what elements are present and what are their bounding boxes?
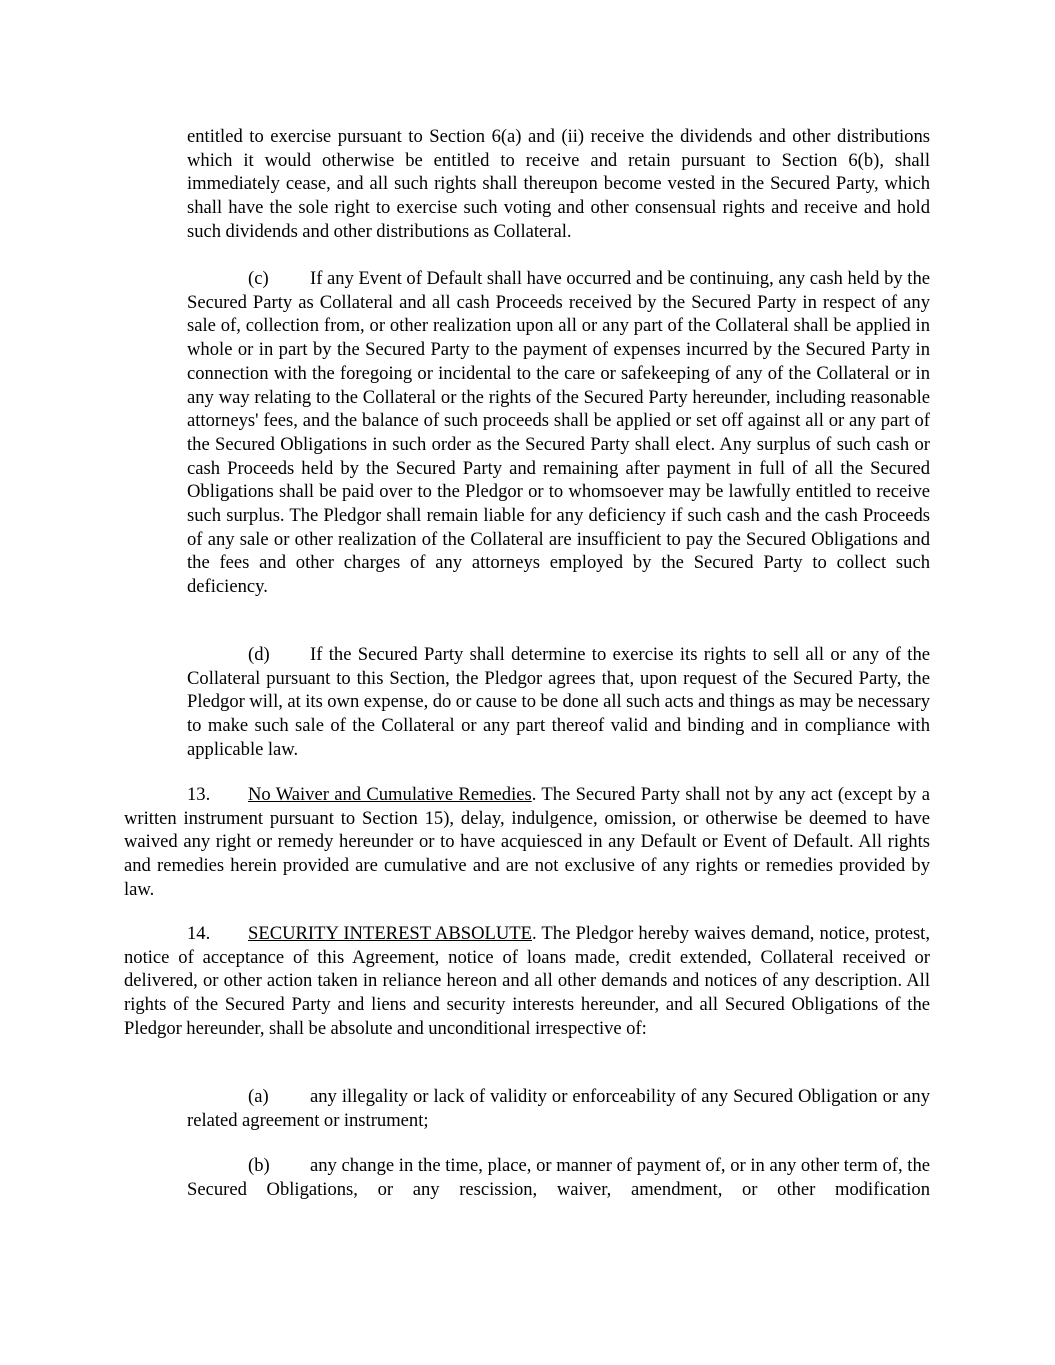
section-13-number: 13. xyxy=(187,784,211,805)
section-14-item-a xyxy=(187,1085,930,1132)
paragraph-c-label: (c) xyxy=(248,268,269,289)
section-14-item-a-label: (a) xyxy=(248,1086,269,1107)
section-14-item-b xyxy=(187,1154,930,1201)
section-13-text: . The Secured Party shall not by any act (except by a written instrument pursuant to Section 15), delay, indulgence, omission, or otherwise be deemed to have waived any right or remedy hereunder or to have acquiesced in any Default or Event of Default. All rights and remedies herein provided are cumulative and are not exclusive of any rights or remedies provided by law. xyxy=(124,784,930,900)
paragraph-d-label: (d) xyxy=(248,644,270,665)
paragraph-d xyxy=(187,643,930,762)
section-14-item-a-text: any illegality or lack of validity or enforceability of any Secured Obligation or any related agreement or instrument; xyxy=(187,1086,930,1131)
section-14-heading: SECURITY INTEREST ABSOLUTE xyxy=(248,923,532,944)
section-13 xyxy=(124,783,930,902)
section-14 xyxy=(124,922,930,1041)
section-13-heading: No Waiver and Cumulative Remedies xyxy=(248,784,532,805)
paragraph-c-text: If any Event of Default shall have occurred and be continuing, any cash held by the Secured Party as Collateral and all cash Proceeds received by the Secured Party in respect of any sale of, collection from, or other realization upon all or any part of the Collateral shall be applied in whole or in part by the Secured Party to the payment of expenses incurred by the Secured Party in connection with the foregoing or incidental to the care or safekeeping of any of the Collateral or in any way relating to the Collateral or the rights of the Secured Party hereunder, including reasonable attorneys' fees, and the balance of such proceeds shall be applied or set off against all or any part of the Secured Obligations in such order as the Secured Party shall elect. Any surplus of such cash or cash Proceeds held by the Secured Party and remaining after payment in full of all the Secured Obligations shall be paid over to the Pledgor or to whomsoever may be lawfully entitled to receive such surplus. The Pledgor shall remain liable for any deficiency if such cash and the cash Proceeds of any sale or other realization of the Collateral are insufficient to pay the Secured Obligations and the fees and other charges of any attorneys employed by the Secured Party to collect such deficiency. xyxy=(187,268,930,598)
section-14-item-b-text: any change in the time, place, or manner of payment of, or in any other term of, the Secured Obligations, or any rescission, waiver, amendment, or other modification xyxy=(187,1155,930,1200)
paragraph-c xyxy=(187,267,930,599)
paragraph-continuation: entitled to exercise pursuant to Section 6(a) and (ii) receive the dividends and other distributions which it would otherwise be entitled to receive and retain pursuant to Section 6(b), shall immediately cease, and all such rights shall thereupon become vested in the Secured Party, which shall have the sole right to exercise such voting and other consensual rights and receive and hold such dividends and other distributions as Collateral. xyxy=(187,126,930,242)
section-14-item-b-label: (b) xyxy=(248,1155,270,1176)
section-14-text: . The Pledgor hereby waives demand, notice, protest, notice of acceptance of this Agreement, notice of loans made, credit extended, Collateral received or delivered, or other action taken in reliance hereon and all other demands and notices of any description. All rights of the Secured Party and liens and security interests hereunder, and all Secured Obligations of the Pledgor hereunder, shall be absolute and unconditional irrespective of: xyxy=(124,923,930,1039)
section-14-number: 14. xyxy=(187,923,211,944)
paragraph-d-text: If the Secured Party shall determine to exercise its rights to sell all or any of the Collateral pursuant to this Section, the Pledgor agrees that, upon request of the Secured Party, the Pledgor will, at its own expense, do or cause to be done all such acts and things as may be necessary to make such sale of the Collateral or any part thereof valid and binding and in compliance with applicable law. xyxy=(187,644,930,760)
